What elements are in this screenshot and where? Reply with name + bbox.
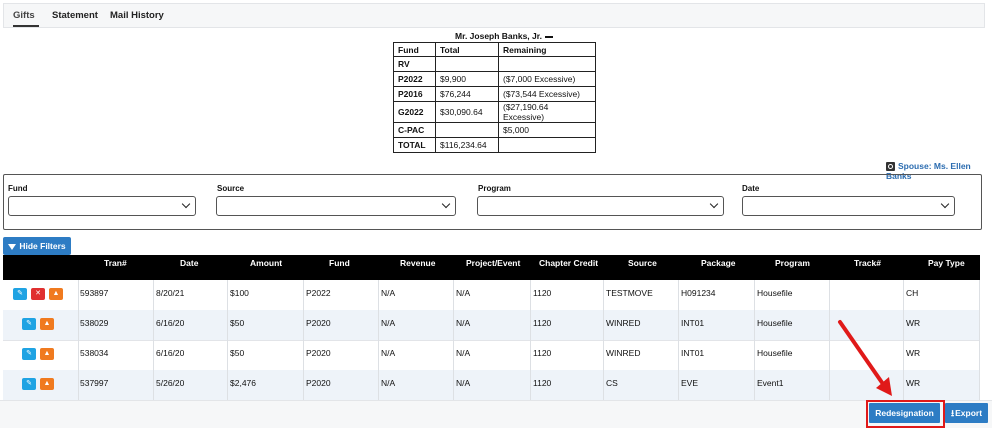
program-filter-label: Program xyxy=(478,184,511,193)
col-header-tran[interactable]: Tran# xyxy=(104,258,127,268)
delete-button[interactable] xyxy=(31,288,45,300)
donor-name-text: Mr. Joseph Banks, Jr. xyxy=(455,31,542,41)
cell-chapter-credit: 1120 xyxy=(533,378,552,388)
summary-fund: G2022 xyxy=(394,102,436,123)
edit-button[interactable] xyxy=(13,288,27,300)
summary-fund: RV xyxy=(394,57,436,72)
chevron-down-icon xyxy=(442,200,450,208)
cell-tran: 537997 xyxy=(80,378,109,388)
cell-package: H091234 xyxy=(681,288,716,298)
search-icon xyxy=(886,162,895,171)
bottom-action-bar xyxy=(0,400,992,428)
edit-button[interactable] xyxy=(22,378,36,390)
cell-revenue: N/A xyxy=(381,378,396,388)
filter-panel xyxy=(3,174,982,230)
col-header-project-event[interactable]: Project/Event xyxy=(466,258,521,268)
summary-row xyxy=(394,72,596,87)
edit-button[interactable] xyxy=(22,318,36,330)
col-header-date[interactable]: Date xyxy=(180,258,199,268)
cell-revenue: N/A xyxy=(381,348,396,358)
summary-fund: TOTAL xyxy=(394,138,436,153)
fund-filter-label: Fund xyxy=(8,184,28,193)
hide-filters-button[interactable] xyxy=(3,237,71,255)
summary-total xyxy=(436,123,499,138)
summary-row xyxy=(394,102,596,123)
tab-mail-history[interactable]: Mail History xyxy=(110,10,164,21)
warning-icon: ▲ xyxy=(52,290,60,297)
cell-source: WINRED xyxy=(606,318,641,328)
cell-tran: 593897 xyxy=(80,288,109,298)
column-divider xyxy=(678,280,679,400)
date-filter-select[interactable] xyxy=(742,196,955,216)
cell-package: INT01 xyxy=(681,318,705,328)
summary-row xyxy=(394,123,596,138)
collapse-icon[interactable] xyxy=(545,36,553,38)
edit-button[interactable] xyxy=(22,348,36,360)
flag-button[interactable] xyxy=(40,318,54,330)
cell-pay-type: WR xyxy=(906,348,921,358)
spouse-link-text[interactable]: Spouse: Ms. Ellen Banks xyxy=(886,161,971,182)
pencil-icon: ✎ xyxy=(26,320,32,327)
col-header-source[interactable]: Source xyxy=(628,258,657,268)
export-button[interactable] xyxy=(945,403,988,423)
summary-total: $30,090.64 xyxy=(436,102,499,123)
pencil-icon: ✎ xyxy=(17,290,23,297)
cell-fund: P2020 xyxy=(306,318,331,328)
cell-chapter-credit: 1120 xyxy=(533,288,552,298)
download-icon: ⭳ xyxy=(950,408,955,418)
summary-total: $9,900 xyxy=(436,72,499,87)
column-divider xyxy=(903,280,904,400)
cell-amount: $100 xyxy=(230,288,249,298)
summary-fund: C-PAC xyxy=(394,123,436,138)
annotation-arrow xyxy=(830,316,900,402)
column-divider xyxy=(378,280,379,400)
cell-program: Housefile xyxy=(757,288,793,298)
filter-icon xyxy=(8,244,16,250)
column-divider xyxy=(227,280,228,400)
summary-remaining: ($7,000 Excessive) xyxy=(499,72,596,87)
summary-header-row xyxy=(394,43,596,57)
summary-remaining: ($73,544 Excessive) xyxy=(499,87,596,102)
cell-program: Event1 xyxy=(757,378,784,388)
cell-project: N/A xyxy=(456,348,471,358)
cell-amount: $50 xyxy=(230,318,245,328)
chevron-down-icon xyxy=(941,200,949,208)
date-filter-label: Date xyxy=(742,184,760,193)
program-filter-select[interactable] xyxy=(477,196,724,216)
summary-row xyxy=(394,57,596,72)
summary-remaining: ($27,190.64 Excessive) xyxy=(499,102,596,123)
cell-pay-type: WR xyxy=(906,318,921,328)
cell-revenue: N/A xyxy=(381,288,396,298)
cell-project: N/A xyxy=(456,318,471,328)
summary-header-total: Total xyxy=(436,43,499,57)
summary-remaining: $5,000 xyxy=(499,123,596,138)
column-divider xyxy=(979,280,980,400)
summary-remaining xyxy=(499,138,596,153)
column-divider xyxy=(603,280,604,400)
cell-project: N/A xyxy=(456,288,471,298)
source-filter-label: Source xyxy=(217,184,245,193)
chevron-down-icon xyxy=(710,200,718,208)
column-divider xyxy=(78,280,79,400)
cell-program: Housefile xyxy=(757,318,793,328)
flag-button[interactable] xyxy=(40,378,54,390)
hide-filters-label: Hide Filters xyxy=(19,241,66,251)
flag-button[interactable] xyxy=(40,348,54,360)
column-divider xyxy=(530,280,531,400)
tab-gifts[interactable]: Gifts xyxy=(13,10,35,21)
fund-filter-select[interactable] xyxy=(8,196,196,216)
redesignation-button[interactable]: Redesignation xyxy=(869,403,940,423)
cell-fund: P2020 xyxy=(306,348,331,358)
col-header-chapter-credit[interactable]: Chapter Credit xyxy=(539,258,599,268)
redesignation-highlight xyxy=(866,400,945,428)
cell-pay-type: CH xyxy=(906,288,919,298)
warning-icon: ▲ xyxy=(43,320,51,327)
summary-fund: P2016 xyxy=(394,87,436,102)
col-header-revenue[interactable]: Revenue xyxy=(400,258,436,268)
column-divider xyxy=(153,280,154,400)
tab-bar xyxy=(3,3,985,28)
cell-amount: $2,476 xyxy=(230,378,256,388)
warning-icon: ▲ xyxy=(43,380,51,387)
cell-source: TESTMOVE xyxy=(606,288,653,298)
pencil-icon: ✎ xyxy=(26,350,32,357)
cell-amount: $50 xyxy=(230,348,245,358)
export-label: Export xyxy=(955,408,983,418)
cell-revenue: N/A xyxy=(381,318,396,328)
cell-tran: 538029 xyxy=(80,318,109,328)
fund-summary-table xyxy=(393,42,596,153)
grid-header xyxy=(3,255,980,280)
cell-chapter-credit: 1120 xyxy=(533,348,552,358)
cell-tran: 538034 xyxy=(80,348,109,358)
cell-package: EVE xyxy=(681,378,699,388)
cell-package: INT01 xyxy=(681,348,705,358)
summary-fund: P2022 xyxy=(394,72,436,87)
summary-header-remaining: Remaining xyxy=(499,43,596,57)
col-header-track[interactable]: Track# xyxy=(854,258,881,268)
cell-project: N/A xyxy=(456,378,471,388)
cell-fund: P2020 xyxy=(306,378,331,388)
table-row[interactable] xyxy=(3,280,980,311)
col-header-pay-type[interactable]: Pay Type xyxy=(928,258,965,268)
col-header-program[interactable]: Program xyxy=(775,258,810,268)
arrow-shaft xyxy=(840,322,883,384)
col-header-package[interactable]: Package xyxy=(701,258,736,268)
cell-date: 6/16/20 xyxy=(156,348,185,358)
summary-remaining xyxy=(499,57,596,72)
column-divider xyxy=(754,280,755,400)
summary-total: $76,244 xyxy=(436,87,499,102)
pencil-icon: ✎ xyxy=(26,380,32,387)
close-icon: ✕ xyxy=(35,290,41,297)
warning-icon: ▲ xyxy=(43,350,51,357)
summary-header-fund: Fund xyxy=(394,43,436,57)
donor-name xyxy=(424,31,584,41)
cell-date: 5/26/20 xyxy=(156,378,185,388)
cell-date: 8/20/21 xyxy=(156,288,185,298)
tab-statement[interactable]: Statement xyxy=(52,10,98,21)
cell-date: 6/16/20 xyxy=(156,318,185,328)
cell-fund: P2022 xyxy=(306,288,331,298)
active-tab-indicator xyxy=(13,25,39,27)
source-filter-select[interactable] xyxy=(216,196,456,216)
cell-source: WINRED xyxy=(606,348,641,358)
col-header-amount[interactable]: Amount xyxy=(250,258,283,268)
column-divider xyxy=(453,280,454,400)
summary-row xyxy=(394,87,596,102)
chevron-down-icon xyxy=(182,200,190,208)
column-divider xyxy=(303,280,304,400)
col-header-fund[interactable]: Fund xyxy=(329,258,350,268)
cell-pay-type: WR xyxy=(906,378,921,388)
summary-total: $116,234.64 xyxy=(436,138,499,153)
cell-program: Housefile xyxy=(757,348,793,358)
summary-row xyxy=(394,138,596,153)
flag-button[interactable] xyxy=(49,288,63,300)
summary-total xyxy=(436,57,499,72)
cell-source: CS xyxy=(606,378,618,388)
cell-chapter-credit: 1120 xyxy=(533,318,552,328)
